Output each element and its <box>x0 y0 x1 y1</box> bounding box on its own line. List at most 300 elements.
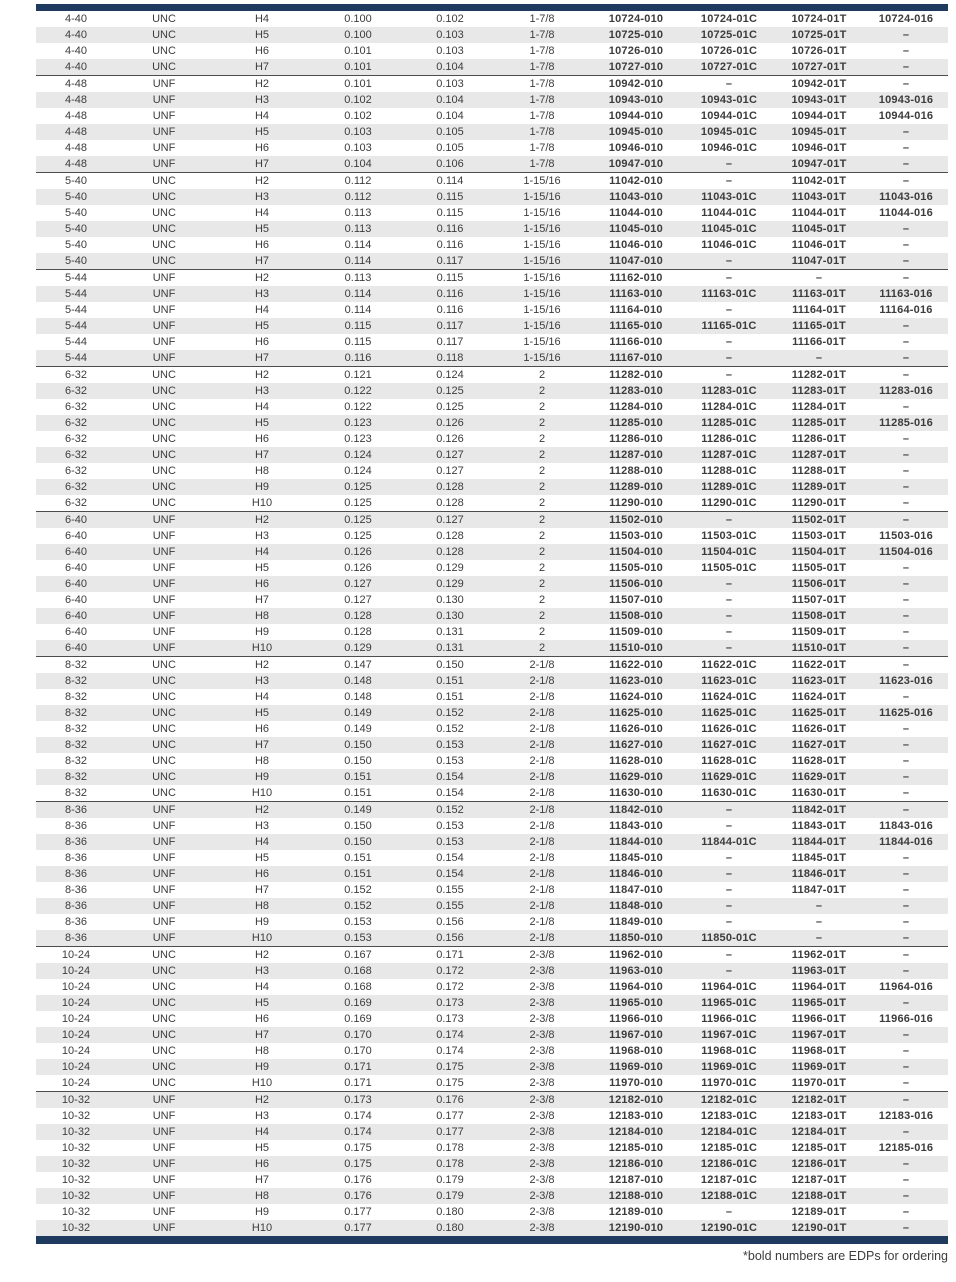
cell-edp-01t: 11963-01T <box>791 965 847 977</box>
cell-length: 2 <box>538 401 546 413</box>
cell-edp-016: – <box>902 126 910 138</box>
cell-edp-010: 11623-010 <box>609 675 663 687</box>
table-row <box>36 979 948 995</box>
cell-pd-min: 0.114 <box>344 255 372 267</box>
cell-h-limit: H3 <box>254 191 270 203</box>
cell-pd-min: 0.174 <box>344 1126 372 1138</box>
cell-pd-max: 0.117 <box>436 255 464 267</box>
cell-edp-01t: 11846-01T <box>791 868 847 880</box>
cell-pd-max: 0.177 <box>436 1126 464 1138</box>
table-row <box>36 947 948 964</box>
cell-edp-01t: 11965-01T <box>791 997 847 1009</box>
cell-size: 8-36 <box>64 820 88 832</box>
cell-edp-01c: 11504-01C <box>701 546 757 558</box>
cell-h-limit: H2 <box>212 76 312 93</box>
cell-edp-01t: 12186-01T <box>791 1158 847 1170</box>
cell-h-limit: H8 <box>254 1045 270 1057</box>
cell-edp-01t: 11842-01T <box>774 802 864 819</box>
cell-size: 6-32 <box>64 417 88 429</box>
cell-edp-01c: 11968-01C <box>701 1045 757 1057</box>
cell-edp-01c: 10943-01C <box>700 94 758 106</box>
cell-edp-01c: – <box>684 270 774 287</box>
cell-h-limit: H3 <box>254 288 270 300</box>
cell-edp-01t: 11042-01T <box>774 173 864 190</box>
cell-pd-max: 0.175 <box>436 1061 464 1073</box>
table-row <box>36 1092 948 1109</box>
cell-length: 2-3/8 <box>529 1190 555 1202</box>
cell-length: 2-1/8 <box>529 884 555 896</box>
cell-h-limit: H5 <box>254 997 270 1009</box>
cell-pd-min: 0.128 <box>344 610 372 622</box>
cell-edp-010: 11045-010 <box>609 223 663 235</box>
cell-size: 10-32 <box>61 1222 91 1234</box>
table-row <box>36 253 948 270</box>
cell-size: 8-32 <box>64 691 88 703</box>
cell-pd-max: 0.151 <box>436 691 464 703</box>
cell-h-limit: H4 <box>254 546 270 558</box>
cell-length: 2 <box>538 610 546 622</box>
cell-edp-01c: 10944-01C <box>700 110 758 122</box>
cell-edp-016: – <box>902 739 910 751</box>
cell-edp-016: – <box>902 352 910 364</box>
cell-h-limit: H4 <box>254 401 270 413</box>
cell-series: UNC <box>116 173 212 190</box>
cell-size: 6-32 <box>64 497 88 509</box>
cell-edp-01t: 11507-01T <box>791 594 847 606</box>
cell-series: UNF <box>152 336 176 348</box>
cell-length: 2-3/8 <box>529 1142 555 1154</box>
table-row <box>36 43 948 59</box>
cell-series: UNF <box>152 900 176 912</box>
cell-length: 2-3/8 <box>529 1222 555 1234</box>
cell-h-limit: H6 <box>254 578 270 590</box>
table-row <box>36 173 948 190</box>
cell-pd-min: 0.152 <box>344 900 372 912</box>
cell-size: 8-32 <box>64 723 88 735</box>
cell-pd-max: 0.131 <box>436 626 464 638</box>
cell-h-limit: H4 <box>254 110 270 122</box>
cell-edp-016: – <box>902 755 910 767</box>
cell-size: 4-48 <box>64 142 88 154</box>
cell-h-limit: H5 <box>254 1142 270 1154</box>
cell-edp-016: 11504-016 <box>879 546 933 558</box>
cell-edp-01c: 11290-01C <box>701 497 757 509</box>
cell-length: 2 <box>496 512 588 529</box>
cell-pd-max: 0.115 <box>404 270 496 287</box>
cell-pd-max: 0.131 <box>436 642 464 654</box>
cell-edp-01t: 12190-01T <box>791 1222 847 1234</box>
cell-pd-max: 0.130 <box>436 610 464 622</box>
table-row <box>36 1059 948 1075</box>
cell-edp-01c: – <box>725 852 733 864</box>
cell-edp-010: 11167-010 <box>609 352 663 364</box>
cell-h-limit: H8 <box>254 755 270 767</box>
table-row <box>36 1027 948 1043</box>
table-row <box>36 1124 948 1140</box>
cell-length: 2-1/8 <box>529 916 555 928</box>
cell-length: 1-7/8 <box>529 142 555 154</box>
cell-edp-01t: 11624-01T <box>791 691 847 703</box>
table-row <box>36 882 948 898</box>
cell-pd-max: 0.152 <box>404 802 496 819</box>
cell-size: 4-48 <box>64 110 88 122</box>
cell-pd-max: 0.124 <box>404 367 496 384</box>
cell-h-limit: H4 <box>254 304 270 316</box>
cell-length: 1-15/16 <box>523 304 561 316</box>
cell-pd-max: 0.129 <box>436 562 464 574</box>
cell-h-limit: H2 <box>212 270 312 287</box>
cell-edp-010: 12187-010 <box>608 1174 664 1186</box>
cell-edp-010: 11046-010 <box>609 239 663 251</box>
table-row <box>36 415 948 431</box>
cell-edp-01c: 11286-01C <box>701 433 757 445</box>
cell-edp-01t: 11286-01T <box>791 433 847 445</box>
cell-h-limit: H8 <box>254 1190 270 1202</box>
cell-h-limit: H9 <box>254 626 270 638</box>
table-row <box>36 59 948 76</box>
cell-h-limit: H3 <box>254 94 270 106</box>
cell-pd-min: 0.150 <box>344 755 372 767</box>
cell-pd-max: 0.153 <box>436 836 464 848</box>
cell-edp-01c: 12190-01C <box>700 1222 758 1234</box>
cell-pd-max: 0.102 <box>436 13 464 25</box>
cell-pd-min: 0.173 <box>312 1092 404 1109</box>
cell-edp-01c: – <box>684 802 774 819</box>
cell-series: UNC <box>152 207 176 219</box>
cell-edp-016: – <box>902 45 910 57</box>
cell-edp-01t: – <box>815 900 823 912</box>
cell-pd-min: 0.150 <box>344 739 372 751</box>
cell-length: 2-3/8 <box>529 1013 555 1025</box>
cell-pd-max: 0.172 <box>436 965 464 977</box>
cell-size: 10-32 <box>61 1158 91 1170</box>
cell-series: UNC <box>152 707 176 719</box>
cell-size: 4-40 <box>64 45 88 57</box>
cell-edp-016: 11843-016 <box>879 820 933 832</box>
cell-pd-min: 0.128 <box>344 626 372 638</box>
cell-pd-max: 0.156 <box>436 932 464 944</box>
cell-edp-01c: 11970-01C <box>701 1077 757 1089</box>
cell-pd-min: 0.114 <box>344 288 372 300</box>
cell-size: 6-32 <box>36 367 116 384</box>
cell-edp-01c: – <box>725 820 733 832</box>
cell-edp-010: 11504-010 <box>609 546 663 558</box>
cell-edp-010: 10945-010 <box>608 126 664 138</box>
cell-size: 5-44 <box>64 288 88 300</box>
cell-pd-min: 0.148 <box>344 675 372 687</box>
cell-h-limit: H5 <box>254 707 270 719</box>
cell-edp-01c: 10727-01C <box>700 61 758 73</box>
cell-series: UNC <box>116 947 212 964</box>
cell-pd-max: 0.115 <box>436 207 464 219</box>
cell-edp-010: 12188-010 <box>608 1190 664 1202</box>
cell-pd-min: 0.170 <box>344 1045 372 1057</box>
table-row <box>36 302 948 318</box>
cell-length: 1-7/8 <box>529 13 555 25</box>
cell-pd-max: 0.104 <box>436 61 464 73</box>
cell-edp-01t: 11502-01T <box>774 512 864 529</box>
cell-size: 8-32 <box>36 657 116 674</box>
cell-series: UNF <box>152 578 176 590</box>
table-row <box>36 753 948 769</box>
cell-edp-016: – <box>902 642 910 654</box>
table-row <box>36 914 948 930</box>
cell-edp-01t: 11962-01T <box>774 947 864 964</box>
cell-length: 2 <box>538 562 546 574</box>
cell-edp-01t: 11630-01T <box>791 787 847 799</box>
cell-edp-01c: – <box>725 868 733 880</box>
cell-pd-max: 0.126 <box>436 433 464 445</box>
cell-h-limit: H7 <box>254 884 270 896</box>
cell-size: 5-40 <box>64 239 88 251</box>
table-row <box>36 689 948 705</box>
cell-edp-01t: 12187-01T <box>791 1174 847 1186</box>
cell-series: UNF <box>116 512 212 529</box>
cell-edp-01t: 10946-01T <box>791 142 847 154</box>
cell-pd-min: 0.129 <box>344 642 372 654</box>
cell-length: 2-1/8 <box>529 755 555 767</box>
cell-edp-016: 11163-016 <box>879 288 933 300</box>
cell-length: 1-7/8 <box>529 61 555 73</box>
cell-length: 2-1/8 <box>529 820 555 832</box>
cell-series: UNC <box>152 1013 176 1025</box>
cell-pd-max: 0.154 <box>436 852 464 864</box>
cell-series: UNF <box>116 1092 212 1109</box>
cell-edp-016: 11285-016 <box>879 417 933 429</box>
table-row <box>36 802 948 819</box>
cell-edp-01t: 10943-01T <box>791 94 847 106</box>
cell-size: 5-44 <box>64 320 88 332</box>
cell-edp-016: – <box>902 1077 910 1089</box>
cell-edp-01c: 11624-01C <box>701 691 757 703</box>
table-row <box>36 721 948 737</box>
cell-h-limit: H5 <box>254 562 270 574</box>
cell-length: 2 <box>538 385 546 397</box>
cell-h-limit: H7 <box>254 739 270 751</box>
cell-size: 4-40 <box>64 13 88 25</box>
cell-pd-min: 0.149 <box>344 707 372 719</box>
cell-size: 10-24 <box>61 965 91 977</box>
table-row <box>36 640 948 657</box>
cell-h-limit: H7 <box>254 61 270 73</box>
table-row <box>36 11 948 27</box>
cell-pd-max: 0.103 <box>436 45 464 57</box>
cell-edp-016: – <box>902 336 910 348</box>
cell-h-limit: H5 <box>254 29 270 41</box>
table-row <box>36 383 948 399</box>
cell-pd-max: 0.116 <box>436 223 464 235</box>
table-row <box>36 479 948 495</box>
cell-size: 8-36 <box>64 916 88 928</box>
cell-series: UNC <box>152 449 176 461</box>
cell-length: 1-7/8 <box>529 45 555 57</box>
cell-series: UNC <box>152 787 176 799</box>
cell-pd-min: 0.121 <box>312 367 404 384</box>
cell-edp-01t: 11163-01T <box>792 288 846 300</box>
cell-edp-010: 11846-010 <box>609 868 663 880</box>
cell-edp-010: 11844-010 <box>609 836 663 848</box>
cell-edp-01t: 11288-01T <box>791 465 847 477</box>
cell-pd-min: 0.177 <box>344 1206 372 1218</box>
cell-pd-min: 0.150 <box>344 820 372 832</box>
cell-series: UNF <box>152 126 176 138</box>
cell-edp-016: – <box>902 320 910 332</box>
cell-edp-01c: – <box>725 255 733 267</box>
cell-pd-min: 0.103 <box>344 126 372 138</box>
cell-series: UNF <box>152 562 176 574</box>
cell-pd-min: 0.169 <box>344 997 372 1009</box>
table-row <box>36 270 948 287</box>
cell-h-limit: H6 <box>254 336 270 348</box>
cell-h-limit: H4 <box>254 691 270 703</box>
cell-edp-01c: – <box>725 884 733 896</box>
cell-h-limit: H7 <box>254 352 270 364</box>
cell-series: UNC <box>152 497 176 509</box>
cell-edp-01t: 11284-01T <box>791 401 847 413</box>
cell-pd-min: 0.148 <box>344 691 372 703</box>
cell-edp-01t: 11627-01T <box>791 739 847 751</box>
table-row <box>36 463 948 479</box>
cell-series: UNF <box>152 110 176 122</box>
cell-series: UNF <box>152 884 176 896</box>
cell-pd-min: 0.127 <box>344 594 372 606</box>
cell-h-limit: H4 <box>254 13 270 25</box>
cell-pd-min: 0.114 <box>344 239 372 251</box>
cell-length: 2 <box>538 481 546 493</box>
cell-edp-01t: 11968-01T <box>791 1045 847 1057</box>
cell-edp-01c: – <box>684 367 774 384</box>
cell-pd-min: 0.176 <box>344 1174 372 1186</box>
cell-edp-010: 10726-010 <box>608 45 664 57</box>
cell-pd-min: 0.122 <box>344 401 372 413</box>
cell-pd-min: 0.151 <box>344 868 372 880</box>
cell-series: UNC <box>152 481 176 493</box>
cell-pd-min: 0.151 <box>344 787 372 799</box>
cell-length: 2 <box>538 642 546 654</box>
table-row <box>36 156 948 173</box>
table-row <box>36 1043 948 1059</box>
cell-pd-min: 0.125 <box>344 530 372 542</box>
table-row <box>36 785 948 802</box>
table-row <box>36 189 948 205</box>
cell-edp-010: 11850-010 <box>609 932 663 944</box>
bottom-rule <box>36 1236 948 1244</box>
cell-length: 2-1/8 <box>496 802 588 819</box>
cell-length: 2 <box>538 449 546 461</box>
cell-pd-max: 0.174 <box>436 1029 464 1041</box>
cell-series: UNC <box>152 691 176 703</box>
cell-edp-016: – <box>864 367 948 384</box>
cell-series: UNF <box>152 1142 176 1154</box>
table-row <box>36 850 948 866</box>
cell-edp-01t: 11282-01T <box>774 367 864 384</box>
cell-size: 5-40 <box>36 173 116 190</box>
cell-length: 2-1/8 <box>529 900 555 912</box>
cell-edp-01t: – <box>774 270 864 287</box>
cell-pd-min: 0.102 <box>344 110 372 122</box>
cell-h-limit: H8 <box>254 465 270 477</box>
cell-edp-010: 11282-010 <box>588 367 684 384</box>
cell-edp-016: – <box>902 1029 910 1041</box>
cell-edp-01c: 11850-01C <box>701 932 757 944</box>
table-row <box>36 512 948 529</box>
cell-size: 8-36 <box>64 852 88 864</box>
cell-series: UNF <box>152 642 176 654</box>
cell-edp-010: 11967-010 <box>609 1029 663 1041</box>
cell-edp-016: – <box>902 449 910 461</box>
table-row <box>36 1108 948 1124</box>
cell-h-limit: H6 <box>254 1158 270 1170</box>
cell-length: 2 <box>538 530 546 542</box>
cell-size: 5-40 <box>64 223 88 235</box>
cell-length: 2-1/8 <box>529 723 555 735</box>
cell-edp-016: – <box>864 947 948 964</box>
cell-edp-016: 11964-016 <box>879 981 933 993</box>
table-row <box>36 76 948 93</box>
cell-pd-max: 0.174 <box>436 1045 464 1057</box>
cell-edp-016: 10943-016 <box>878 94 934 106</box>
cell-length: 2 <box>538 546 546 558</box>
cell-edp-01t: 10944-01T <box>791 110 847 122</box>
table-row <box>36 205 948 221</box>
cell-pd-min: 0.103 <box>344 142 372 154</box>
cell-edp-010: 11502-010 <box>588 512 684 529</box>
cell-size: 8-32 <box>64 739 88 751</box>
cell-edp-010: 10947-010 <box>608 158 664 170</box>
cell-size: 4-48 <box>64 94 88 106</box>
cell-h-limit: H3 <box>254 675 270 687</box>
cell-edp-01t: 11045-01T <box>791 223 847 235</box>
cell-pd-min: 0.152 <box>344 884 372 896</box>
cell-edp-010: 11627-010 <box>609 739 663 751</box>
cell-edp-01c: – <box>684 512 774 529</box>
cell-length: 1-7/8 <box>496 76 588 93</box>
cell-pd-min: 0.123 <box>344 433 372 445</box>
cell-size: 8-36 <box>36 802 116 819</box>
cell-edp-010: 12186-010 <box>608 1158 664 1170</box>
cell-h-limit: H2 <box>212 173 312 190</box>
cell-pd-max: 0.150 <box>404 657 496 674</box>
cell-h-limit: H10 <box>251 932 273 944</box>
cell-edp-01c: 11045-01C <box>701 223 757 235</box>
table-row <box>36 431 948 447</box>
cell-edp-01c: 10725-01C <box>700 29 758 41</box>
cell-edp-016: – <box>864 1092 948 1109</box>
cell-h-limit: H3 <box>254 530 270 542</box>
cell-pd-max: 0.117 <box>436 320 464 332</box>
cell-pd-min: 0.125 <box>344 481 372 493</box>
cell-edp-01t: 10947-01T <box>791 158 847 170</box>
cell-pd-min: 0.150 <box>344 836 372 848</box>
cell-edp-01c: 11628-01C <box>701 755 757 767</box>
cell-pd-max: 0.153 <box>436 820 464 832</box>
cell-series: UNC <box>152 401 176 413</box>
cell-edp-010: 10724-010 <box>608 13 664 25</box>
cell-pd-max: 0.127 <box>436 465 464 477</box>
cell-edp-016: 12185-016 <box>878 1142 934 1154</box>
cell-size: 6-40 <box>64 594 88 606</box>
cell-edp-01c: 12188-01C <box>700 1190 758 1202</box>
cell-series: UNC <box>152 965 176 977</box>
cell-pd-min: 0.115 <box>344 336 372 348</box>
cell-pd-min: 0.168 <box>344 981 372 993</box>
cell-series: UNF <box>152 142 176 154</box>
cell-edp-01c: 11629-01C <box>701 771 757 783</box>
cell-size: 4-48 <box>64 158 88 170</box>
cell-length: 2-1/8 <box>529 868 555 880</box>
cell-edp-016: – <box>902 1126 910 1138</box>
cell-edp-01c: 11969-01C <box>701 1061 757 1073</box>
